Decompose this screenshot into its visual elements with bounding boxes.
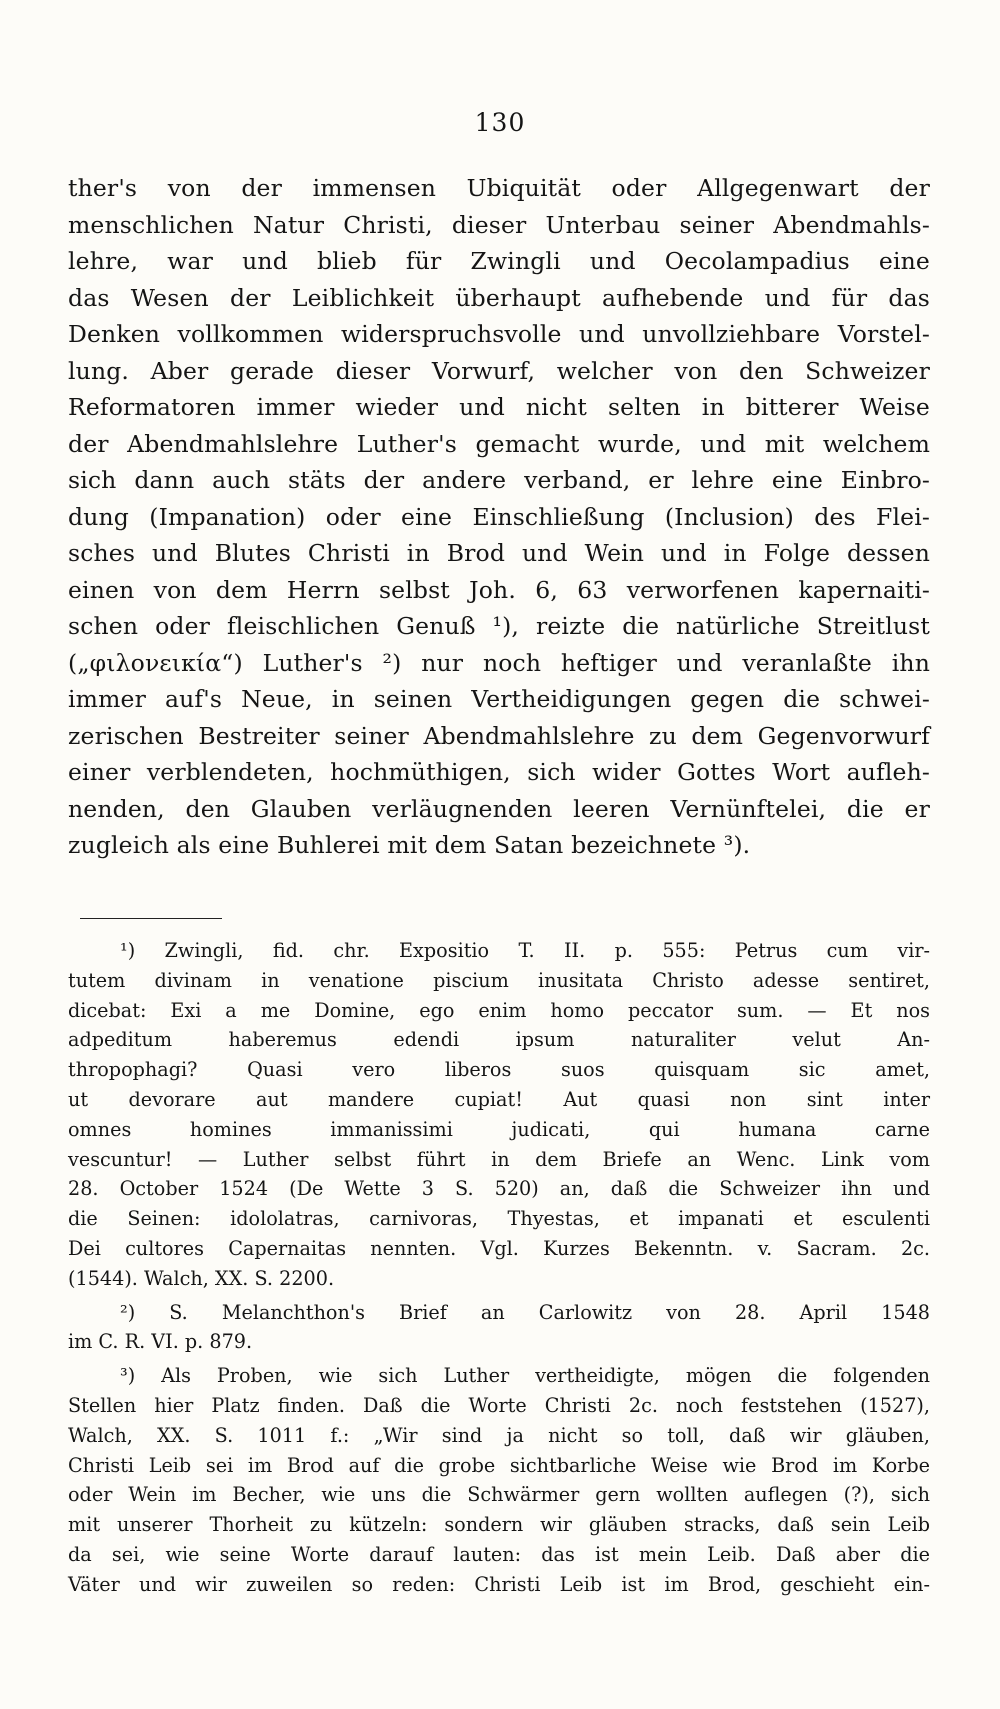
footnote-line: oder Wein im Becher, wie uns die Schwärmer gern wollten auflegen (?), sich [68,1483,930,1507]
footnote-2 [68,1298,930,1358]
text-line: („φιλονεικία“) Luther's ²) nur noch heftiger und veranlaßte ihn [68,648,930,677]
footnote-line: ²) S. Melanchthon's Brief an Carlowitz von 28. April 1548 [120,1300,930,1324]
footnote-1 [68,936,930,1294]
text-line: zerischen Bestreiter seiner Abendmahlslehre zu dem Gegenvorwurf [68,721,930,750]
footnote-line: ³) Als Proben, wie sich Luther vertheidigte, mögen die folgenden [120,1364,930,1388]
footnote-line: die Seinen: idololatras, carnivoras, Thyestas, et impanati et esculenti [68,1207,930,1231]
text-line: dung (Impanation) oder eine Einschließung (Inclusion) des Flei- [68,502,930,531]
text-line: lehre, war und blieb für Zwingli und Oecolampadius eine [68,247,930,275]
footnote-separator [80,918,222,919]
text-line: lung. Aber gerade dieser Vorwurf, welcher von den Schweizer [68,356,930,385]
footnote-line: vescuntur! — Luther selbst führt in dem Briefe an Wenc. Link vom [68,1147,930,1171]
footnote-line: (1544). Walch, XX. S. 2200. [68,1266,335,1290]
footnote-line: ut devorare aut mandere cupiat! Aut quasi non sint inter [68,1087,930,1111]
text-line: sich dann auch stäts der andere verband, er lehre eine Einbro- [68,466,930,494]
footnote-line: da sei, wie seine Worte darauf lauten: das ist mein Leib. Daß aber die [68,1542,930,1566]
text-line: menschlichen Natur Christi, dieser Unterbau seiner Abendmahls- [68,210,930,239]
footnote-line: omnes homines immanissimi judicati, qui humana carne [68,1117,930,1141]
text-line: der Abendmahlslehre Luther's gemacht wurde, und mit welchem [68,429,930,458]
text-line: ther's von der immensen Ubiquität oder Allgegenwart der [68,174,930,202]
text-line: einen von dem Herrn selbst Joh. 6, 63 verworfenen kapernaiti- [68,575,930,604]
footnote-line: Stellen hier Platz finden. Daß die Worte Christi 2c. noch feststehen (1527), [68,1393,930,1417]
footnote-3 [68,1361,930,1599]
text-line: Denken vollkommen widerspruchsvolle und unvollziehbare Vorstel- [68,320,930,348]
footnote-line: mit unserer Thorheit zu kützeln: sondern wir gläuben stracks, daß sein Leib [68,1513,930,1537]
text-line: schen oder fleischlichen Genuß ¹), reizte die natürliche Streitlust [68,612,930,640]
main-text [68,170,930,864]
text-line: einer verblendeten, hochmüthigen, sich wider Gottes Wort aufleh- [68,758,930,786]
footnote-line: ¹) Zwingli, fid. chr. Expositio T. II. p. 555: Petrus cum vir- [120,939,930,962]
text-line: zugleich als eine Buhlerei mit dem Satan bezeichnete ³). [68,831,751,859]
text-line: nenden, den Glauben verläugnenden leeren Vernünftelei, die er [68,794,930,823]
footnote-line: Dei cultores Capernaitas nennten. Vgl. Kurzes Bekenntn. v. Sacram. 2c. [68,1236,930,1260]
footnote-line: tutem divinam in venatione piscium inusitata Christo adesse sentiret, [68,968,930,992]
text-line: immer auf's Neue, in seinen Vertheidigungen gegen die schwei- [68,685,930,713]
footnote-line: thropophagi? Quasi vero liberos suos quisquam sic amet, [68,1058,930,1082]
footnote-line: Väter und wir zuweilen so reden: Christi Leib ist im Brod, geschieht ein- [68,1572,930,1596]
text-line: sches und Blutes Christi in Brod und Wein und in Folge dessen [68,539,930,567]
footnote-line: Walch, XX. S. 1011 f.: „Wir sind ja nicht so toll, daß wir gläuben, [68,1423,930,1447]
text-line: das Wesen der Leiblichkeit überhaupt aufhebende und für das [68,283,930,312]
footnote-line: Christi Leib sei im Brod auf die grobe sichtbarliche Weise wie Brod im Korbe [68,1453,930,1477]
footnotes [68,936,930,1600]
text-line: Reformatoren immer wieder und nicht selten in bitterer Weise [68,393,930,421]
footnote-line: adpeditum haberemus edendi ipsum naturaliter velut An- [68,1028,930,1052]
footnote-line: 28. October 1524 (De Wette 3 S. 520) an, daß die Schweizer ihn und [68,1177,930,1201]
footnote-line: dicebat: Exi a me Domine, ego enim homo peccator sum. — Et nos [68,998,930,1022]
page-number: 130 [474,108,526,137]
footnote-line: im C. R. VI. p. 879. [68,1330,253,1354]
